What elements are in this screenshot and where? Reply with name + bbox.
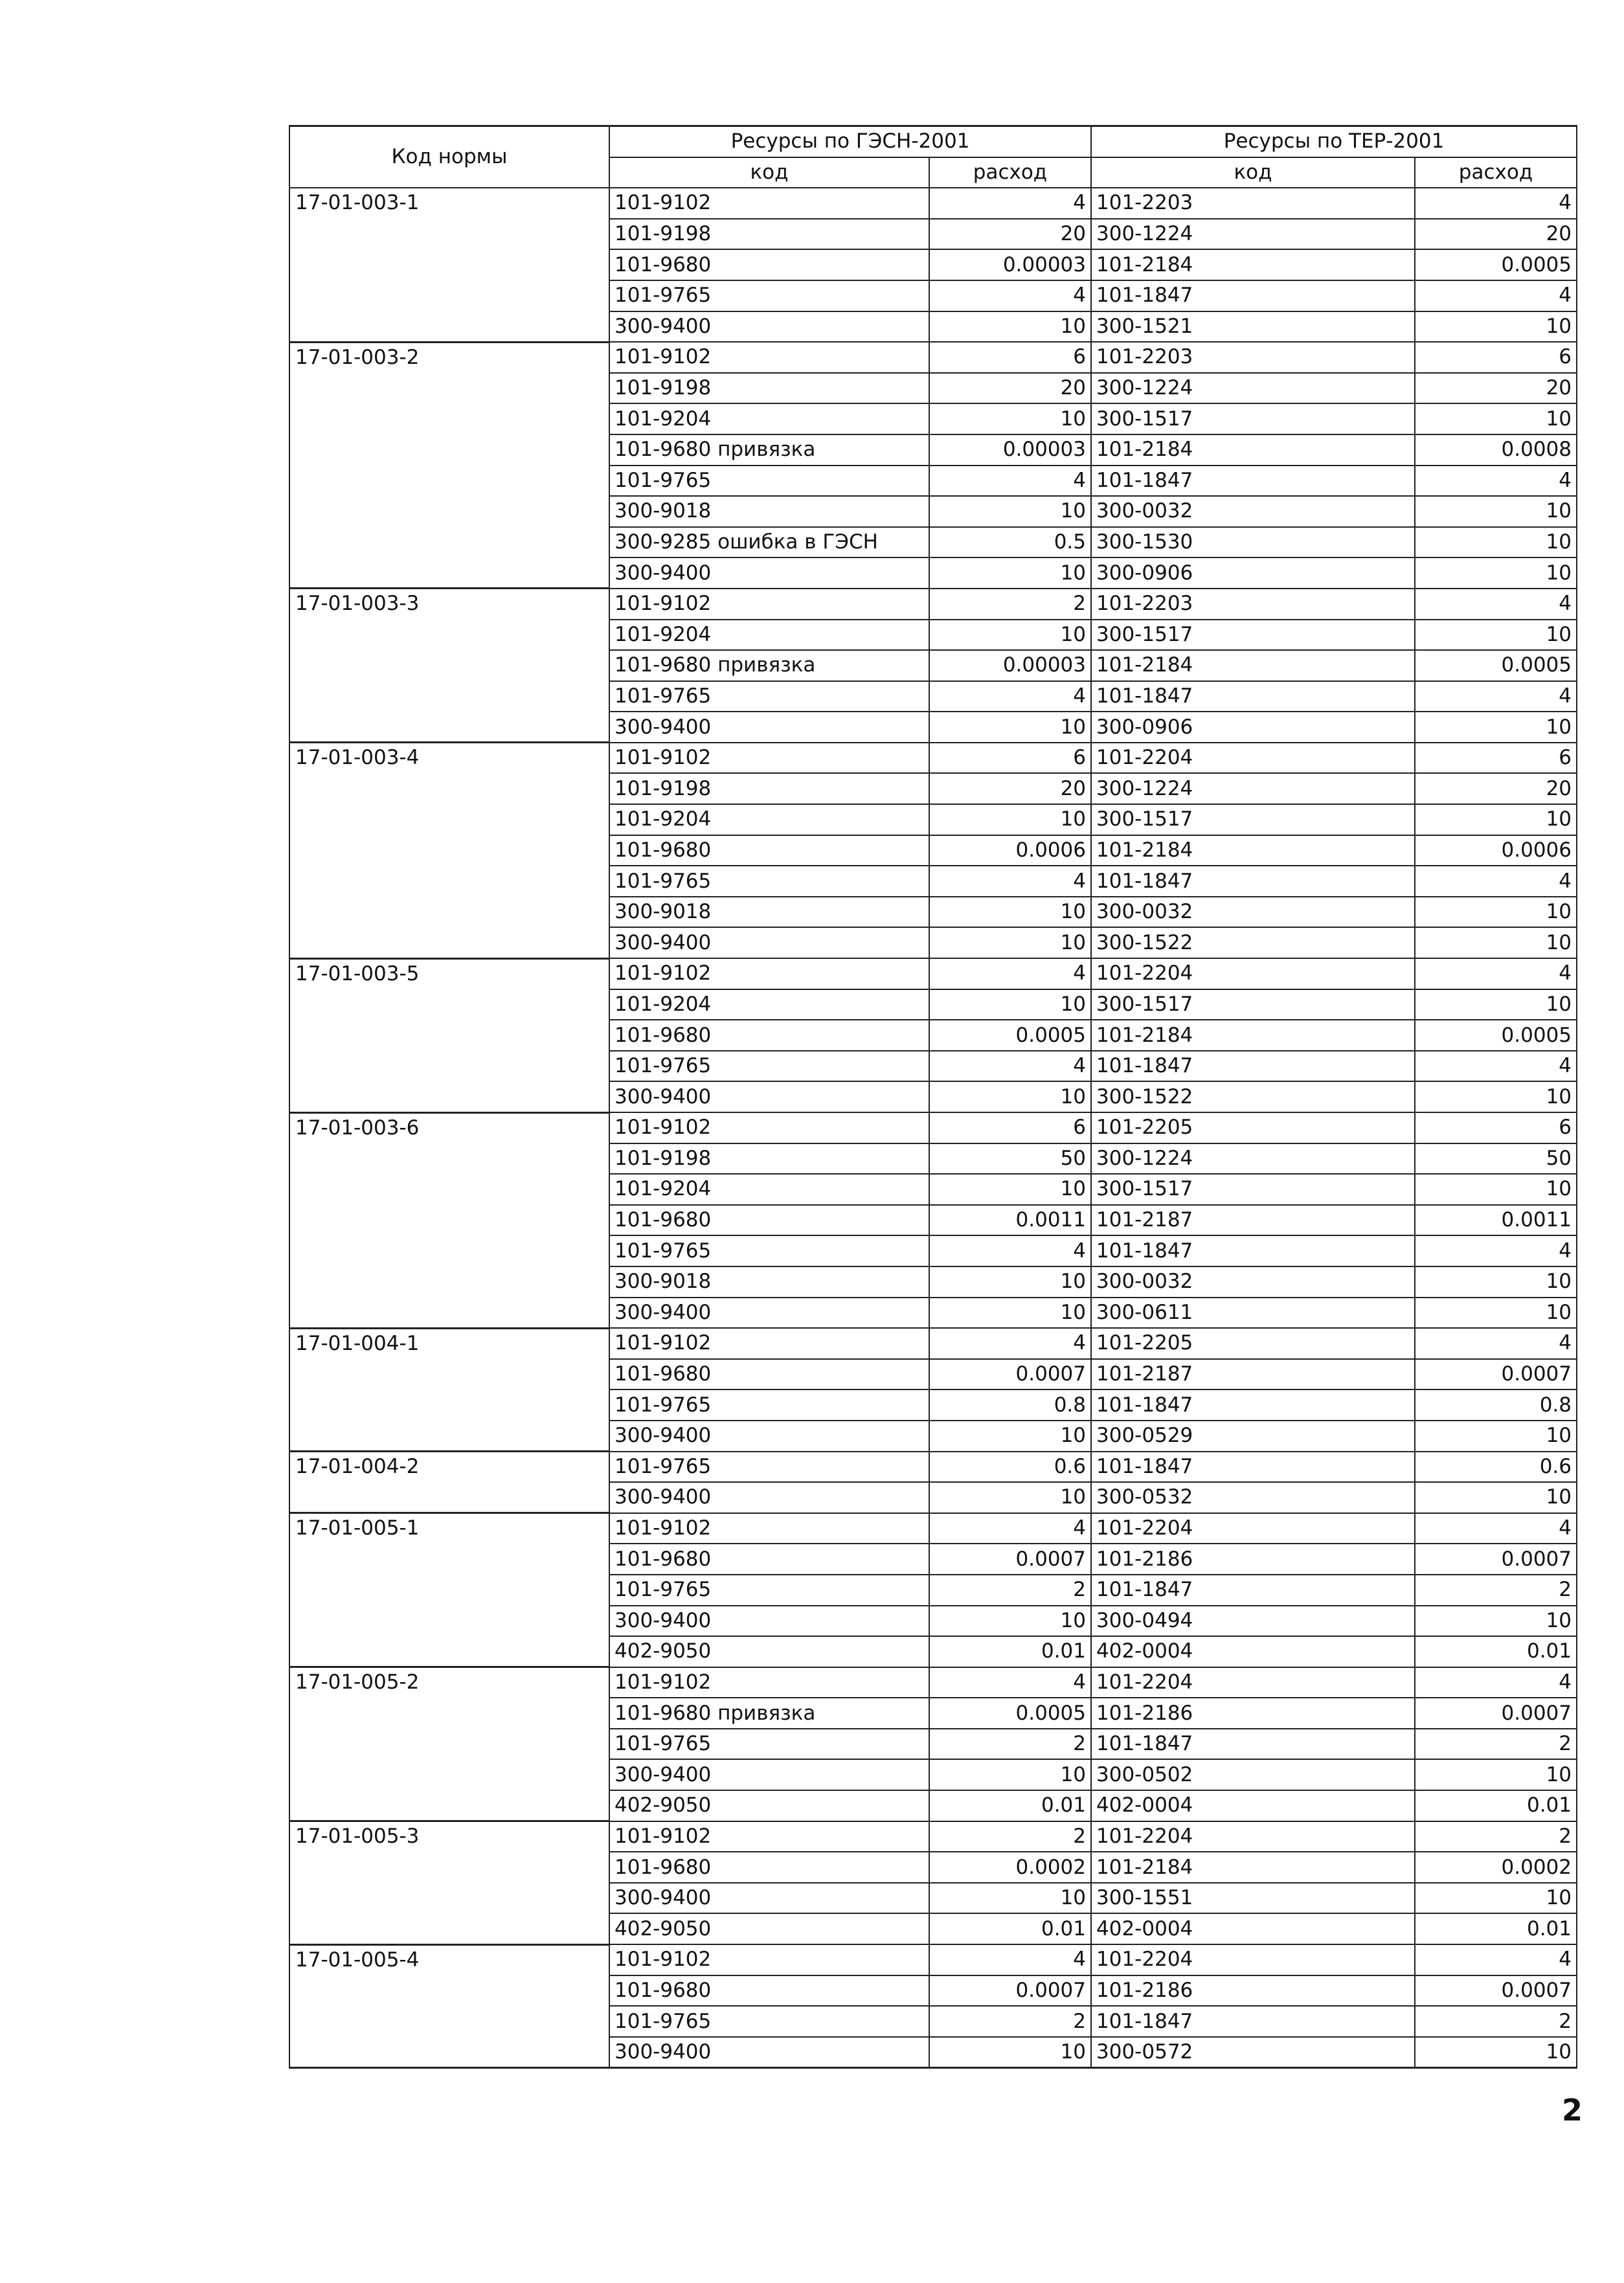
ter-consumption-cell: 10 [1415,989,1577,1020]
ter-code-cell: 101-2204 [1091,1667,1415,1698]
table-row [289,1944,1577,1975]
gesn-code-cell: 101-9102 [609,743,929,774]
gesn-code-cell: 101-9680 [609,1975,929,2007]
ter-code-cell: 300-0532 [1091,1482,1415,1513]
gesn-code-cell: 300-9400 [609,1883,929,1914]
norm-code-cell: 17-01-003-2 [289,342,609,589]
ter-code-cell: 101-2184 [1091,434,1415,466]
gesn-code-cell: 101-9680 привязка [609,650,929,681]
gesn-consumption-cell: 4 [929,958,1091,989]
gesn-code-cell: 101-9765 [609,681,929,712]
ter-consumption-cell: 10 [1415,311,1577,343]
gesn-consumption-cell: 6 [929,342,1091,373]
table-header [289,126,1577,188]
gesn-consumption-cell: 10 [929,927,1091,958]
header-norm-code: Код нормы [289,126,609,188]
gesn-code-cell: 101-9765 [609,1575,929,1606]
ter-code-cell: 300-0032 [1091,1266,1415,1298]
gesn-consumption-cell: 6 [929,743,1091,774]
ter-consumption-cell: 6 [1415,342,1577,373]
gesn-consumption-cell: 0.0006 [929,835,1091,866]
norm-code-cell: 17-01-003-4 [289,743,609,958]
ter-consumption-cell: 10 [1415,496,1577,527]
ter-consumption-cell: 10 [1415,1883,1577,1914]
gesn-code-cell: 101-9765 [609,466,929,497]
ter-consumption-cell: 4 [1415,589,1577,620]
ter-consumption-cell: 10 [1415,927,1577,958]
gesn-consumption-cell: 0.0007 [929,1544,1091,1575]
ter-consumption-cell: 10 [1415,557,1577,589]
ter-code-cell: 101-2184 [1091,249,1415,280]
gesn-consumption-cell: 0.01 [929,1913,1091,1944]
gesn-code-cell: 300-9400 [609,1482,929,1513]
ter-consumption-cell: 4 [1415,466,1577,497]
gesn-consumption-cell: 2 [929,1575,1091,1606]
ter-code-cell: 300-1224 [1091,219,1415,250]
gesn-consumption-cell: 10 [929,2037,1091,2068]
ter-consumption-cell: 6 [1415,743,1577,774]
gesn-consumption-cell: 0.0007 [929,1975,1091,2007]
gesn-consumption-cell: 10 [929,1759,1091,1790]
gesn-consumption-cell: 2 [929,589,1091,620]
gesn-code-cell: 300-9018 [609,496,929,527]
ter-consumption-cell: 0.0005 [1415,1020,1577,1051]
gesn-code-cell: 101-9680 привязка [609,434,929,466]
ter-consumption-cell: 4 [1415,1667,1577,1698]
ter-code-cell: 101-1847 [1091,681,1415,712]
ter-code-cell: 101-2203 [1091,589,1415,620]
ter-consumption-cell: 2 [1415,1729,1577,1760]
ter-consumption-cell: 0.01 [1415,1790,1577,1821]
gesn-consumption-cell: 4 [929,1667,1091,1698]
gesn-code-cell: 101-9680 [609,249,929,280]
ter-consumption-cell: 0.0007 [1415,1975,1577,2007]
table-row [289,1513,1577,1544]
gesn-consumption-cell: 20 [929,373,1091,404]
gesn-code-cell: 402-9050 [609,1636,929,1667]
norm-code-cell: 17-01-005-2 [289,1667,609,1821]
ter-consumption-cell: 6 [1415,1112,1577,1143]
gesn-consumption-cell: 2 [929,1729,1091,1760]
gesn-code-cell: 101-9765 [609,866,929,897]
gesn-code-cell: 101-9102 [609,958,929,989]
ter-consumption-cell: 20 [1415,773,1577,804]
ter-code-cell: 300-1517 [1091,403,1415,434]
ter-code-cell: 300-1517 [1091,620,1415,651]
ter-consumption-cell: 4 [1415,188,1577,219]
gesn-consumption-cell: 10 [929,557,1091,589]
ter-code-cell: 101-2204 [1091,958,1415,989]
header-ter-code: код [1091,157,1415,188]
gesn-code-cell: 101-9680 [609,1359,929,1390]
ter-consumption-cell: 4 [1415,280,1577,311]
ter-consumption-cell: 0.0008 [1415,434,1577,466]
gesn-consumption-cell: 0.01 [929,1636,1091,1667]
gesn-consumption-cell: 10 [929,1081,1091,1112]
norm-code-cell: 17-01-005-1 [289,1513,609,1667]
gesn-code-cell: 300-9400 [609,712,929,743]
ter-code-cell: 300-1530 [1091,527,1415,558]
gesn-consumption-cell: 0.0005 [929,1698,1091,1729]
gesn-code-cell: 101-9102 [609,1328,929,1359]
gesn-consumption-cell: 10 [929,897,1091,928]
ter-code-cell: 101-1847 [1091,1452,1415,1483]
gesn-code-cell: 300-9400 [609,1759,929,1790]
page-number: 2 [1561,2093,1583,2128]
ter-consumption-cell: 10 [1415,1421,1577,1452]
norm-code-cell: 17-01-004-2 [289,1452,609,1513]
header-gesn-code: код [609,157,929,188]
gesn-consumption-cell: 20 [929,773,1091,804]
ter-code-cell: 101-2186 [1091,1975,1415,2007]
gesn-consumption-cell: 0.8 [929,1389,1091,1421]
ter-code-cell: 300-0529 [1091,1421,1415,1452]
gesn-code-cell: 101-9198 [609,373,929,404]
table-row [289,958,1577,989]
gesn-consumption-cell: 2 [929,1821,1091,1852]
ter-consumption-cell: 0.0011 [1415,1205,1577,1236]
gesn-code-cell: 101-9680 [609,1020,929,1051]
gesn-consumption-cell: 4 [929,1328,1091,1359]
ter-consumption-cell: 2 [1415,1575,1577,1606]
gesn-code-cell: 101-9765 [609,1051,929,1082]
table-row [289,1667,1577,1698]
gesn-consumption-cell: 4 [929,1235,1091,1266]
gesn-consumption-cell: 4 [929,280,1091,311]
ter-code-cell: 101-1847 [1091,1235,1415,1266]
gesn-consumption-cell: 10 [929,712,1091,743]
gesn-code-cell: 402-9050 [609,1913,929,1944]
gesn-code-cell: 101-9198 [609,1143,929,1175]
ter-consumption-cell: 0.0007 [1415,1359,1577,1390]
ter-code-cell: 300-0906 [1091,557,1415,589]
gesn-code-cell: 101-9102 [609,1944,929,1975]
ter-consumption-cell: 0.6 [1415,1452,1577,1483]
ter-code-cell: 300-1517 [1091,989,1415,1020]
ter-code-cell: 402-0004 [1091,1636,1415,1667]
ter-consumption-cell: 20 [1415,219,1577,250]
gesn-code-cell: 101-9680 [609,1544,929,1575]
ter-consumption-cell: 20 [1415,373,1577,404]
gesn-code-cell: 101-9102 [609,1513,929,1544]
ter-code-cell: 300-0032 [1091,897,1415,928]
ter-consumption-cell: 10 [1415,804,1577,835]
ter-code-cell: 300-0032 [1091,496,1415,527]
gesn-consumption-cell: 0.00003 [929,650,1091,681]
norm-code-cell: 17-01-003-5 [289,958,609,1112]
ter-code-cell: 101-1847 [1091,866,1415,897]
gesn-consumption-cell: 10 [929,989,1091,1020]
ter-code-cell: 101-1847 [1091,2006,1415,2037]
ter-code-cell: 101-1847 [1091,280,1415,311]
ter-consumption-cell: 4 [1415,1235,1577,1266]
ter-consumption-cell: 0.0005 [1415,650,1577,681]
gesn-code-cell: 101-9680 привязка [609,1698,929,1729]
gesn-consumption-cell: 10 [929,1482,1091,1513]
ter-code-cell: 300-1224 [1091,373,1415,404]
gesn-consumption-cell: 50 [929,1143,1091,1175]
gesn-consumption-cell: 0.0002 [929,1852,1091,1883]
ter-code-cell: 101-2203 [1091,342,1415,373]
ter-code-cell: 101-1847 [1091,466,1415,497]
ter-code-cell: 101-2186 [1091,1698,1415,1729]
gesn-consumption-cell: 4 [929,466,1091,497]
gesn-consumption-cell: 10 [929,1298,1091,1329]
table-row [289,1452,1577,1483]
gesn-consumption-cell: 10 [929,1421,1091,1452]
ter-code-cell: 101-2184 [1091,835,1415,866]
gesn-consumption-cell: 2 [929,2006,1091,2037]
ter-consumption-cell: 10 [1415,1298,1577,1329]
gesn-code-cell: 300-9400 [609,311,929,343]
gesn-code-cell: 101-9102 [609,1821,929,1852]
header-gesn-resources: Ресурсы по ГЭСН-2001 [609,126,1091,157]
norm-code-cell: 17-01-003-3 [289,589,609,743]
ter-consumption-cell: 0.0007 [1415,1544,1577,1575]
norm-code-cell: 17-01-005-3 [289,1821,609,1944]
gesn-code-cell: 300-9400 [609,1298,929,1329]
gesn-code-cell: 101-9102 [609,342,929,373]
ter-code-cell: 300-0611 [1091,1298,1415,1329]
gesn-code-cell: 300-9285 ошибка в ГЭСН [609,527,929,558]
ter-consumption-cell: 10 [1415,403,1577,434]
ter-consumption-cell: 10 [1415,620,1577,651]
ter-consumption-cell: 4 [1415,1944,1577,1975]
gesn-consumption-cell: 0.01 [929,1790,1091,1821]
ter-code-cell: 101-2184 [1091,1020,1415,1051]
ter-consumption-cell: 10 [1415,1266,1577,1298]
table-row [289,342,1577,373]
gesn-consumption-cell: 6 [929,1112,1091,1143]
ter-code-cell: 101-2184 [1091,1852,1415,1883]
gesn-code-cell: 300-9018 [609,1266,929,1298]
ter-code-cell: 402-0004 [1091,1790,1415,1821]
gesn-code-cell: 101-9204 [609,989,929,1020]
ter-consumption-cell: 4 [1415,1051,1577,1082]
ter-code-cell: 101-2205 [1091,1328,1415,1359]
gesn-code-cell: 101-9765 [609,280,929,311]
ter-code-cell: 101-1847 [1091,1729,1415,1760]
ter-consumption-cell: 0.0006 [1415,835,1577,866]
ter-code-cell: 101-2204 [1091,1513,1415,1544]
gesn-code-cell: 101-9102 [609,589,929,620]
table-row [289,589,1577,620]
gesn-code-cell: 101-9102 [609,1667,929,1698]
table-row [289,1112,1577,1143]
norm-code-cell: 17-01-003-6 [289,1112,609,1328]
ter-code-cell: 101-1847 [1091,1575,1415,1606]
gesn-code-cell: 300-9400 [609,2037,929,2068]
table-row [289,1821,1577,1852]
gesn-consumption-cell: 10 [929,496,1091,527]
ter-consumption-cell: 2 [1415,1821,1577,1852]
ter-code-cell: 300-0502 [1091,1759,1415,1790]
gesn-code-cell: 300-9400 [609,1421,929,1452]
ter-consumption-cell: 0.8 [1415,1389,1577,1421]
gesn-code-cell: 101-9680 [609,1852,929,1883]
ter-code-cell: 402-0004 [1091,1913,1415,1944]
ter-consumption-cell: 0.0007 [1415,1698,1577,1729]
ter-consumption-cell: 50 [1415,1143,1577,1175]
gesn-consumption-cell: 10 [929,1606,1091,1637]
ter-code-cell: 101-1847 [1091,1389,1415,1421]
gesn-code-cell: 101-9204 [609,403,929,434]
table-row [289,743,1577,774]
ter-consumption-cell: 10 [1415,1759,1577,1790]
gesn-code-cell: 101-9204 [609,1174,929,1205]
norm-code-cell: 17-01-005-4 [289,1944,609,2068]
ter-code-cell: 101-2186 [1091,1544,1415,1575]
gesn-code-cell: 101-9102 [609,188,929,219]
ter-code-cell: 300-0906 [1091,712,1415,743]
ter-code-cell: 300-0494 [1091,1606,1415,1637]
ter-consumption-cell: 10 [1415,1606,1577,1637]
gesn-code-cell: 300-9400 [609,927,929,958]
gesn-consumption-cell: 10 [929,1266,1091,1298]
ter-consumption-cell: 0.0005 [1415,249,1577,280]
table-body [289,188,1577,2068]
ter-code-cell: 300-1224 [1091,773,1415,804]
ter-consumption-cell: 0.0002 [1415,1852,1577,1883]
header-gesn-consumption: расход [929,157,1091,188]
gesn-consumption-cell: 4 [929,1051,1091,1082]
ter-consumption-cell: 10 [1415,1081,1577,1112]
table-row [289,1328,1577,1359]
gesn-code-cell: 101-9765 [609,1235,929,1266]
ter-consumption-cell: 10 [1415,2037,1577,2068]
gesn-code-cell: 101-9204 [609,620,929,651]
gesn-consumption-cell: 4 [929,866,1091,897]
gesn-consumption-cell: 4 [929,1513,1091,1544]
gesn-code-cell: 300-9400 [609,1081,929,1112]
ter-consumption-cell: 4 [1415,681,1577,712]
ter-code-cell: 101-2204 [1091,1821,1415,1852]
header-ter-resources: Ресурсы по ТЕР-2001 [1091,126,1577,157]
gesn-consumption-cell: 20 [929,219,1091,250]
ter-consumption-cell: 4 [1415,1513,1577,1544]
ter-consumption-cell: 10 [1415,712,1577,743]
ter-code-cell: 300-0572 [1091,2037,1415,2068]
gesn-code-cell: 101-9102 [609,1112,929,1143]
gesn-code-cell: 300-9400 [609,557,929,589]
ter-consumption-cell: 0.01 [1415,1636,1577,1667]
ter-consumption-cell: 10 [1415,897,1577,928]
gesn-consumption-cell: 10 [929,620,1091,651]
gesn-code-cell: 300-9018 [609,897,929,928]
ter-code-cell: 101-1847 [1091,1051,1415,1082]
gesn-consumption-cell: 0.00003 [929,249,1091,280]
gesn-code-cell: 101-9680 [609,835,929,866]
gesn-code-cell: 402-9050 [609,1790,929,1821]
gesn-consumption-cell: 10 [929,804,1091,835]
norm-code-cell: 17-01-004-1 [289,1328,609,1451]
ter-code-cell: 300-1522 [1091,927,1415,958]
gesn-consumption-cell: 0.00003 [929,434,1091,466]
gesn-code-cell: 300-9400 [609,1606,929,1637]
norm-code-cell: 17-01-003-1 [289,188,609,342]
ter-code-cell: 101-2204 [1091,1944,1415,1975]
gesn-code-cell: 101-9198 [609,773,929,804]
ter-code-cell: 101-2184 [1091,650,1415,681]
ter-consumption-cell: 2 [1415,2006,1577,2037]
gesn-consumption-cell: 10 [929,403,1091,434]
ter-code-cell: 101-2187 [1091,1359,1415,1390]
gesn-code-cell: 101-9680 [609,1205,929,1236]
header-row-groups [289,126,1577,157]
ter-code-cell: 101-2205 [1091,1112,1415,1143]
ter-consumption-cell: 10 [1415,1174,1577,1205]
ter-code-cell: 101-2203 [1091,188,1415,219]
gesn-consumption-cell: 0.0005 [929,1020,1091,1051]
gesn-consumption-cell: 4 [929,681,1091,712]
ter-consumption-cell: 10 [1415,1482,1577,1513]
ter-consumption-cell: 4 [1415,1328,1577,1359]
header-ter-consumption: расход [1415,157,1577,188]
ter-code-cell: 101-2187 [1091,1205,1415,1236]
table-row [289,188,1577,219]
gesn-consumption-cell: 0.5 [929,527,1091,558]
gesn-code-cell: 101-9765 [609,1389,929,1421]
gesn-consumption-cell: 10 [929,1883,1091,1914]
ter-code-cell: 300-1517 [1091,1174,1415,1205]
gesn-consumption-cell: 4 [929,1944,1091,1975]
gesn-consumption-cell: 10 [929,1174,1091,1205]
gesn-code-cell: 101-9765 [609,2006,929,2037]
gesn-code-cell: 101-9198 [609,219,929,250]
gesn-consumption-cell: 0.0007 [929,1359,1091,1390]
ter-code-cell: 101-2204 [1091,743,1415,774]
ter-consumption-cell: 0.01 [1415,1913,1577,1944]
gesn-consumption-cell: 4 [929,188,1091,219]
ter-code-cell: 300-1224 [1091,1143,1415,1175]
ter-code-cell: 300-1521 [1091,311,1415,343]
gesn-code-cell: 101-9204 [609,804,929,835]
ter-consumption-cell: 4 [1415,958,1577,989]
gesn-consumption-cell: 0.6 [929,1452,1091,1483]
gesn-code-cell: 101-9765 [609,1729,929,1760]
ter-consumption-cell: 4 [1415,866,1577,897]
gesn-consumption-cell: 10 [929,311,1091,343]
gesn-code-cell: 101-9765 [609,1452,929,1483]
ter-consumption-cell: 10 [1415,527,1577,558]
ter-code-cell: 300-1551 [1091,1883,1415,1914]
resources-comparison-table [289,125,1577,2069]
gesn-consumption-cell: 0.0011 [929,1205,1091,1236]
ter-code-cell: 300-1522 [1091,1081,1415,1112]
ter-code-cell: 300-1517 [1091,804,1415,835]
